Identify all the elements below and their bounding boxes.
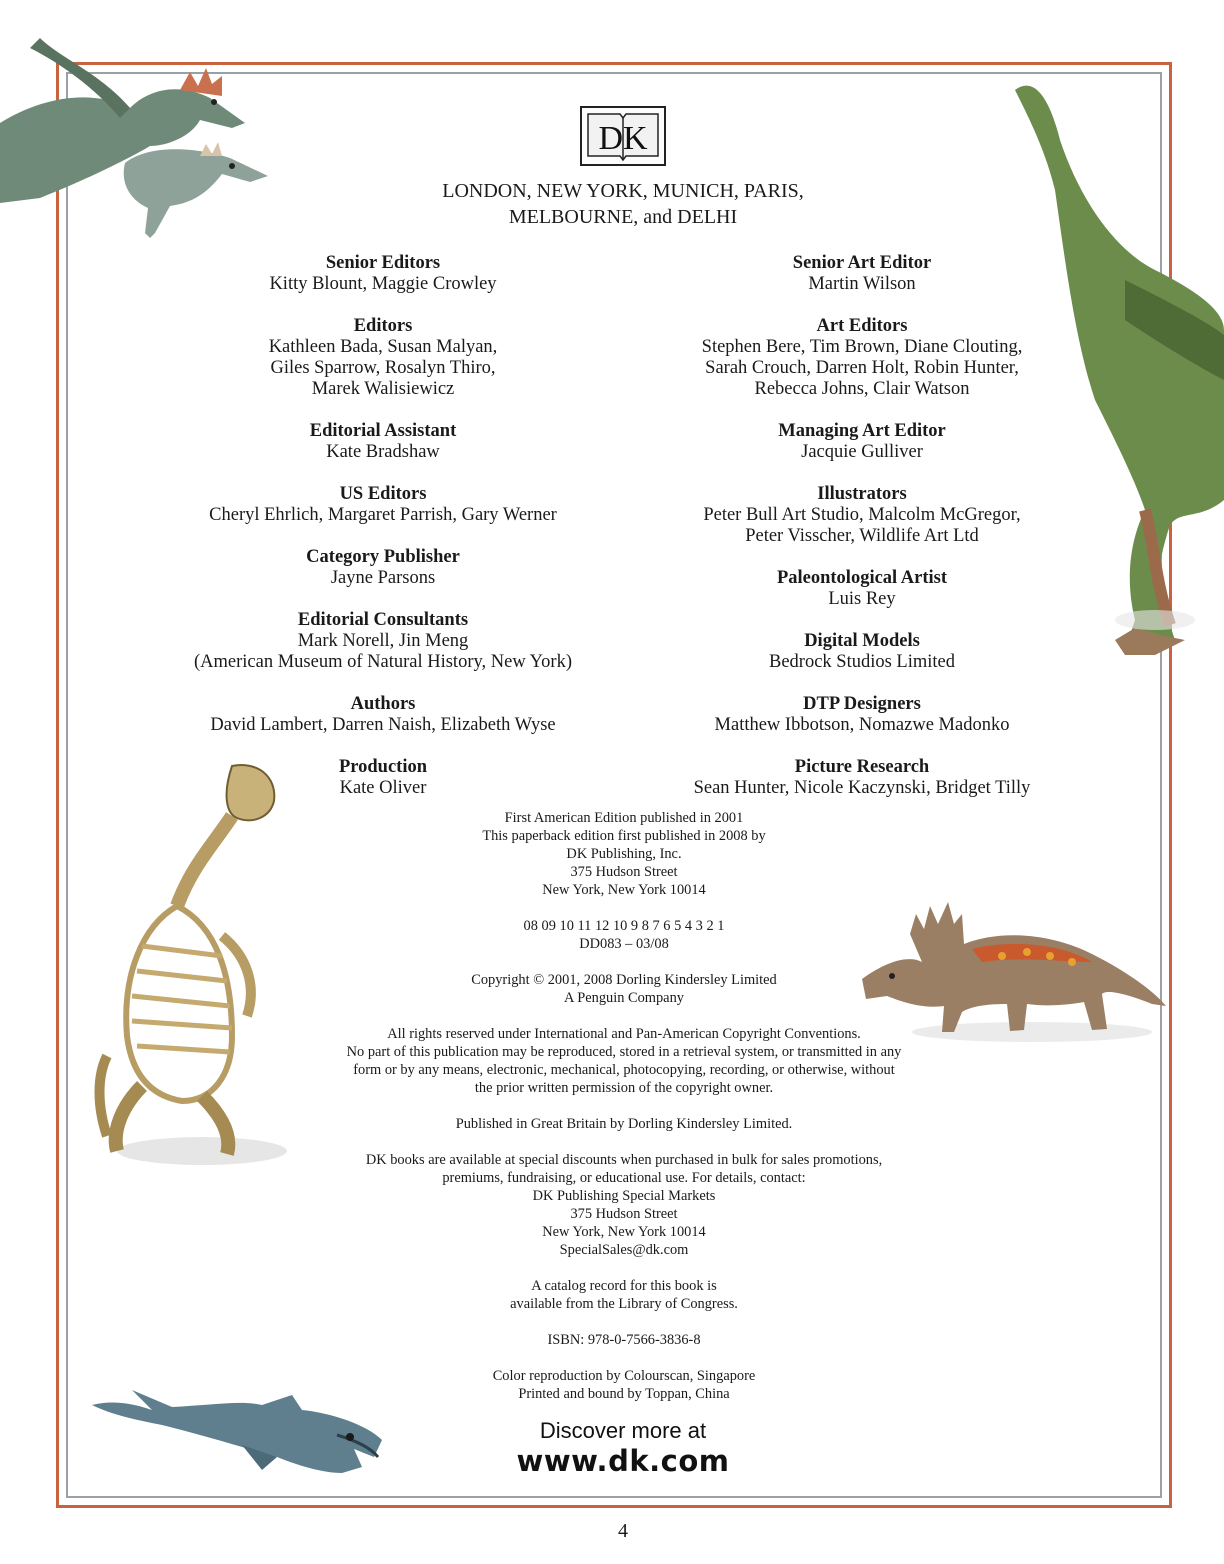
printing-info: Color reproduction by Colourscan, Singapore Printed and bound by Toppan, China [492,1368,756,1402]
credit-role: DTP Designers [803,694,921,714]
credit-us-editors [140,484,626,526]
isbn: ISBN: 978-0-7566-3836-8 [547,1332,701,1348]
credit-names: Jayne Parsons [330,568,436,588]
credit-names: Mark Norell, Jin Meng (American Museum of Natural History, New York) [194,631,572,672]
credit-role: Editors [353,316,413,336]
catalog-record-note: A catalog record for this book is available from the Library of Congress. [510,1278,738,1312]
credit-names: Peter Bull Art Studio, Malcolm McGregor, Peter Visscher, Wildlife Art Ltd [703,505,1021,546]
credit-role: Digital Models [804,631,920,651]
copyright-notice: Copyright © 2001, 2008 Dorling Kindersley Limited A Penguin Company [471,972,777,1006]
credit-names: Luis Rey [828,589,896,609]
imprint-section [240,809,1008,1421]
credit-production [140,757,626,799]
credit-names: Martin Wilson [808,274,916,294]
credit-role: US Editors [339,484,427,504]
credit-digital-models [640,631,1084,673]
credit-names: Kate Oliver [339,778,427,798]
credit-names: Kathleen Bada, Susan Malyan, Giles Sparrow, Rosalyn Thiro, Marek Walisiewicz [268,337,498,399]
dilophosaurus-illustration [0,28,280,243]
credit-role: Editorial Consultants [297,610,469,630]
credit-authors [140,694,626,736]
credits-right-column [640,253,1084,820]
dk-website-link[interactable]: www.dk.com [516,1444,730,1478]
credit-names: Jacquie Gulliver [801,442,923,462]
credit-role: Category Publisher [306,547,460,567]
dk-logo-icon [580,106,666,166]
credit-managing-art-editor [640,421,1084,463]
credit-senior-editors [140,253,626,295]
credit-names: Matthew Ibbotson, Nomazwe Madonko [714,715,1010,735]
svg-text:DK: DK [598,120,648,157]
edition-info: First American Edition published in 2001 This paperback edition first published in 2008 by DK Publishing, Inc. 375 Hudson Street New York, New York 10014 [482,810,766,898]
credit-role: Paleontological Artist [776,568,948,588]
credit-names: Stephen Bere, Tim Brown, Diane Clouting, Sarah Crouch, Darren Holt, Robin Hunter, Rebecca Johns, Clair Watson [701,337,1023,399]
credit-role: Senior Editors [325,253,441,273]
discover-more-text: Discover more at [539,1418,707,1443]
credit-editorial-assistant [140,421,626,463]
credit-senior-art-editor [640,253,1084,295]
credit-art-editors [640,316,1084,400]
rights-notice: All rights reserved under International and Pan-American Copyright Conventions. No part of this publication may be reproduced, stored in a retrieval system, or transmitted in any form or by any means, electronic, mechanical, photocopying, recording, or otherwise, without the prior written permission of the copyright owner. [346,1026,902,1096]
credit-names: Kitty Blount, Maggie Crowley [269,274,497,294]
credit-names: Kate Bradshaw [326,442,440,462]
credit-role: Art Editors [816,316,908,336]
credit-paleontological-artist [640,568,1084,610]
credit-role: Illustrators [817,484,907,504]
credit-role: Managing Art Editor [778,421,946,441]
credit-role: Authors [350,694,416,714]
credit-role: Production [338,757,428,777]
credit-dtp-designers [640,694,1084,736]
credit-editors [140,316,626,400]
credit-names: David Lambert, Darren Naish, Elizabeth Wyse [210,715,556,735]
page-number: 4 [618,1520,628,1542]
special-sales-info: DK books are available at special discounts when purchased in bulk for sales promotions, premiums, fundraising, or educational use. For details, contact: DK Publishing Special Markets 375 Hudson Street New York, New York 10014 SpecialSales@dk.com [365,1152,883,1258]
gb-publication-note: Published in Great Britain by Dorling Kindersley Limited. [455,1116,793,1132]
credit-picture-research [640,757,1084,799]
credit-names: Cheryl Ehrlich, Margaret Parrish, Gary Werner [209,505,557,525]
credit-category-publisher [140,547,626,589]
credit-role: Senior Art Editor [792,253,932,273]
publisher-cities: LONDON, NEW YORK, MUNICH, PARIS, MELBOURNE, and DELHI [442,180,804,228]
credit-role: Editorial Assistant [309,421,457,441]
credit-illustrators [640,484,1084,547]
credit-role: Picture Research [794,757,930,777]
print-codes: 08 09 10 11 12 10 9 8 7 6 5 4 3 2 1 DD083 – 03/08 [523,918,725,952]
credit-names: Sean Hunter, Nicole Kaczynski, Bridget Tilly [693,778,1031,798]
credit-editorial-consultants [140,610,626,673]
credits-left-column [140,253,626,820]
credit-names: Bedrock Studios Limited [768,652,955,672]
